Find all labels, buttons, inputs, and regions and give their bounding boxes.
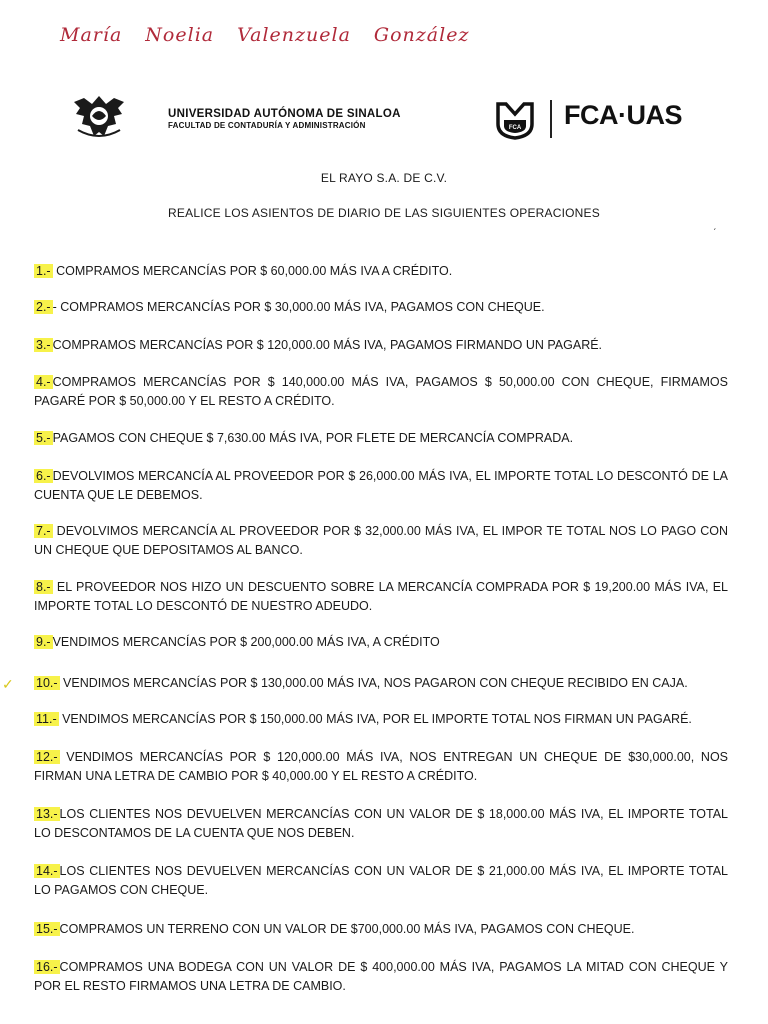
- operation-item: [34, 429, 728, 448]
- operation-text: VENDIMOS MERCANCÍAS POR $ 200,000.00 MÁS IVA, A CRÉDITO: [52, 635, 440, 649]
- operation-text: COMPRAMOS UN TERRENO CON UN VALOR DE $700,000.00 MÁS IVA, PAGAMOS CON CHEQUE.: [59, 922, 635, 936]
- operation-number: 10.-: [36, 676, 58, 690]
- operation-number: 14.-: [36, 864, 58, 878]
- operation-item: [34, 522, 728, 560]
- operation-number: 13.-: [36, 807, 58, 821]
- operation-item: [34, 748, 728, 786]
- fca-shield-icon: [494, 98, 536, 140]
- document-header: [70, 92, 710, 152]
- operation-text: COMPRAMOS MERCANCÍAS POR $ 60,000.00 MÁS IVA A CRÉDITO.: [52, 264, 453, 278]
- operation-item: [34, 578, 728, 616]
- operation-text: PAGAMOS CON CHEQUE $ 7,630.00 MÁS IVA, POR FLETE DE MERCANCÍA COMPRADA.: [52, 431, 574, 445]
- uas-eagle-seal-icon: [70, 92, 128, 142]
- university-block: [168, 108, 401, 130]
- operation-item: [34, 373, 728, 411]
- operation-number: 3.-: [36, 338, 51, 352]
- faculty-name: FACULTAD DE CONTADURÍA Y ADMINISTRACIÓN: [168, 121, 366, 130]
- operation-text: COMPRAMOS UNA BODEGA CON UN VALOR DE $ 400,000.00 MÁS IVA, PAGAMOS LA MITAD CON CHEQUE Y POR EL RESTO FIRMAMOS UNA LETRA DE CAMBIO.: [34, 960, 728, 993]
- operation-item: [34, 710, 728, 729]
- operation-number: 16.-: [36, 960, 58, 974]
- operation-item: [34, 262, 728, 281]
- fca-uas-logo: [494, 98, 709, 144]
- operation-item: [34, 862, 728, 900]
- instructions-heading: REALICE LOS ASIENTOS DE DIARIO DE LAS SIGUIENTES OPERACIONES: [168, 206, 600, 220]
- operation-item: [34, 958, 728, 996]
- checkmark-icon: ✓: [2, 676, 14, 692]
- operation-item: [34, 920, 728, 939]
- operation-number: 1.-: [36, 264, 51, 278]
- operation-number: 7.-: [36, 524, 51, 538]
- operation-number: 15.-: [36, 922, 58, 936]
- operation-item: [34, 467, 728, 505]
- company-name: EL RAYO S.A. DE C.V.: [320, 171, 448, 185]
- university-name: UNIVERSIDAD AUTÓNOMA DE SINALOA: [168, 108, 401, 120]
- operation-text: LOS CLIENTES NOS DEVUELVEN MERCANCÍAS CON UN VALOR DE $ 21,000.00 MÁS IVA, EL IMPORTE TOTAL LO PAGAMOS CON CHEQUE.: [34, 864, 728, 897]
- fca-shield-text: FCA: [508, 125, 522, 131]
- operation-number: 4.-: [36, 375, 51, 389]
- operation-item: [34, 298, 728, 317]
- operation-text: VENDIMOS MERCANCÍAS POR $ 130,000.00 MÁS IVA, NOS PAGARON CON CHEQUE RECIBIDO EN CAJA.: [59, 676, 688, 690]
- operation-text: - COMPRAMOS MERCANCÍAS POR $ 30,000.00 MÁS IVA, PAGAMOS CON CHEQUE.: [52, 300, 545, 314]
- operation-item: [34, 805, 728, 843]
- operation-number: 5.-: [36, 431, 51, 445]
- operation-number: 9.-: [36, 635, 51, 649]
- operation-number: 8.-: [36, 580, 51, 594]
- operation-number: 11.-: [36, 712, 57, 726]
- operation-item: [34, 633, 728, 652]
- operation-item: [34, 336, 728, 355]
- fca-uas-logo-text: FCA·UAS: [564, 100, 682, 130]
- operation-text: COMPRAMOS MERCANCÍAS POR $ 140,000.00 MÁS IVA, PAGAMOS $ 50,000.00 CON CHEQUE, FIRMAMOS PAGARÉ POR $ 50,000.00 Y EL RESTO A CRÉDITO.: [34, 375, 728, 408]
- logo-divider: [550, 100, 552, 138]
- operation-text: DEVOLVIMOS MERCANCÍA AL PROVEEDOR POR $ 32,000.00 MÁS IVA, EL IMPOR TE TOTAL NOS LO PAGO CON UN CHEQUE QUE DEPOSITAMOS AL BANCO.: [34, 524, 728, 557]
- operation-text: VENDIMOS MERCANCÍAS POR $ 150,000.00 MÁS IVA, POR EL IMPORTE TOTAL NOS FIRMAN UN PAGARÉ.: [58, 712, 692, 726]
- operation-text: EL PROVEEDOR NOS HIZO UN DESCUENTO SOBRE LA MERCANCÍA COMPRADA POR $ 19,200.00 MÁS IVA, EL IMPORTE TOTAL LO DESCONTÓ DE NUESTRO ADEUDO.: [34, 580, 728, 613]
- operation-text: DEVOLVIMOS MERCANCÍA AL PROVEEDOR POR $ 26,000.00 MÁS IVA, EL IMPORTE TOTAL LO DESCONTÓ DE LA CUENTA QUE LE DEBEMOS.: [34, 469, 728, 502]
- operation-text: VENDIMOS MERCANCÍAS POR $ 120,000.00 MÁS IVA, NOS ENTREGAN UN CHEQUE DE $30,000.00, NOS FIRMAN UNA LETRA DE CAMBIO POR $ 40,000.00 Y EL RESTO A CRÉDITO.: [34, 750, 728, 783]
- operation-number: 12.-: [36, 750, 58, 764]
- stray-mark: ˊ: [713, 228, 717, 239]
- operation-item: [34, 674, 728, 693]
- operation-number: 2.-: [36, 300, 51, 314]
- operation-number: 6.-: [36, 469, 51, 483]
- student-name-handwritten: María Noelia Valenzuela González: [60, 24, 470, 46]
- operation-text: LOS CLIENTES NOS DEVUELVEN MERCANCÍAS CON UN VALOR DE $ 18,000.00 MÁS IVA, EL IMPORTE TOTAL LO DESCONTAMOS DE LA CUENTA QUE NOS DEBEN.: [34, 807, 728, 840]
- operation-text: COMPRAMOS MERCANCÍAS POR $ 120,000.00 MÁS IVA, PAGAMOS FIRMANDO UN PAGARÉ.: [52, 338, 603, 352]
